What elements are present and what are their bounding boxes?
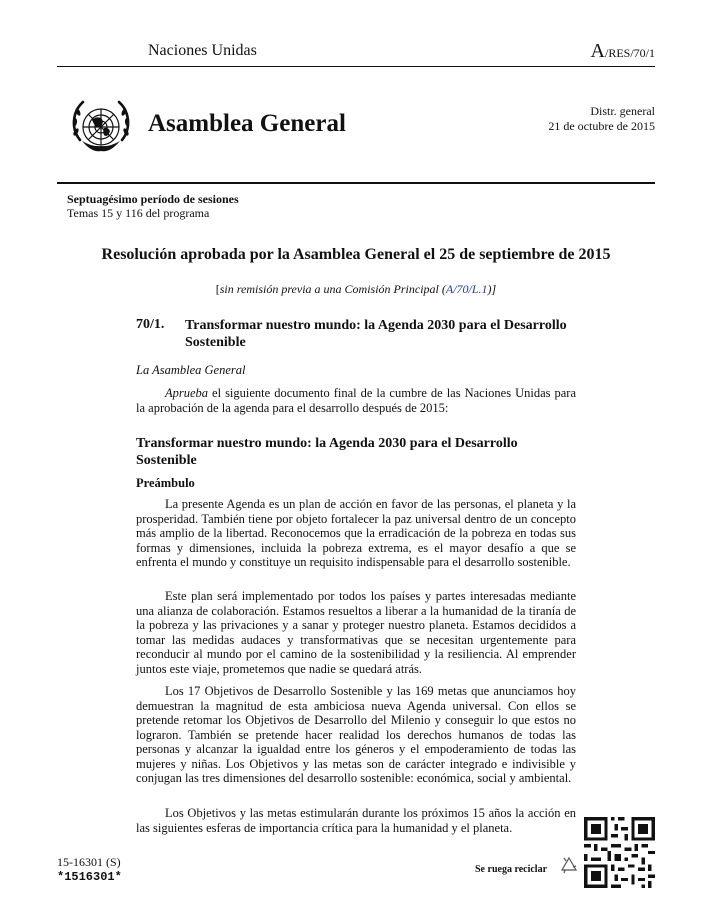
preamble-paragraph-1: La presente Agenda es un plan de acción en favor de las personas, el planeta y la prosperidad. También tiene por objeto fortalecer la paz universal dentro de un concepto más amplio de la libertad. Reconocemos que la erradicación de la pobreza en todas sus formas y dimensiones, incluida la pobreza extrema, es el mayor desafío a que se enfrenta el mundo y constituye un requisito indispensable para el desarrollo sostenible.: [136, 497, 576, 569]
remision-text: sin remisión previa a una Comisión Principal (: [219, 282, 446, 296]
doc-number: 15-16301 (S): [57, 855, 121, 869]
distribution-label: Distr. general: [590, 104, 655, 118]
recycle-icon: [558, 855, 580, 877]
recycle-text: Se ruega reciclar: [475, 864, 548, 875]
preamble-paragraph-4: Los Objetivos y las metas estimularán durante los próximos 15 años la acción en las siguientes esferas de importancia crítica para la humanidad y el planeta.: [136, 806, 576, 835]
assembly-line: La Asamblea General: [136, 363, 246, 377]
remision-open: [: [215, 282, 220, 296]
assembly-title: Asamblea General: [148, 110, 346, 137]
session-info: [67, 192, 239, 220]
session-period: Septuagésimo período de sesiones: [67, 192, 239, 206]
distribution-info: [548, 104, 655, 134]
qr-code-icon: [584, 817, 655, 888]
preamble-paragraph-2: Este plan será implementado por todos los países y partes interesadas mediante una alianza de colaboración. Estamos resueltos a liberar a la humanidad de la tiranía de la pobreza y las privaciones y a sanar y proteger nuestro planeta. Estamos decididos a tomar las medidas audaces y transformativas que se necesitan urgentemente para reconducir al mundo por el camino de la sostenibilidad y la resiliencia. Al emprender juntos este viaje, prometemos que nadie se quedará atrás.: [136, 589, 576, 676]
resolution-number: 70/1.: [136, 317, 165, 332]
document-symbol: [591, 40, 655, 63]
preamble-paragraph-3: Los 17 Objetivos de Desarrollo Sostenible y las 169 metas que anunciamos hoy demuestran la magnitud de esta ambiciosa nueva Agenda universal. Con ellos se pretende retomar los Objetivos de Desarrollo del Milenio y conseguir lo que estos no lograron. También se pretende hacer realidad los derechos humanos de todas las personas y alcanzar la igualdad entre los géneros y el empoderamiento de todas las mujeres y niñas. Los Objetivos y las metas son de carácter integrado e indivisible y conjugan las tres dimensiones del desarrollo sostenible: económica, social y ambiental.: [136, 684, 576, 785]
doc-number-block: [57, 855, 122, 885]
approves-paragraph: [136, 386, 576, 415]
resolution-title: Resolución aprobada por la Asamblea General el 25 de septiembre de 2015: [101, 246, 611, 263]
masthead-rule: [57, 182, 655, 184]
barcode-text: *1516301*: [57, 870, 122, 884]
resolution-heading: Transformar nuestro mundo: la Agenda 2030 para el Desarrollo Sostenible: [185, 318, 567, 350]
agenda-items: Temas 15 y 116 del programa: [67, 206, 210, 220]
approves-text: el siguiente documento final de la cumbre de las Naciones Unidas para la aprobación de la agenda para el desarrollo después de 2015:: [136, 386, 576, 415]
approves-word: Aprueba: [165, 386, 209, 400]
remision-note: [57, 282, 655, 297]
remision-link[interactable]: A/70/L.1: [445, 282, 488, 296]
header-rule: [57, 66, 655, 67]
symbol-rest: /RES/70/1: [604, 46, 655, 60]
agenda-title: Transformar nuestro mundo: la Agenda 2030 para el Desarrollo Sostenible: [136, 436, 518, 468]
remision-close: )]: [487, 282, 497, 296]
symbol-prefix: A: [590, 40, 605, 62]
preamble-heading: Preámbulo: [136, 476, 195, 490]
document-date: 21 de octubre de 2015: [548, 119, 655, 133]
organization-name: Naciones Unidas: [148, 42, 257, 59]
un-emblem-icon: [68, 94, 134, 160]
